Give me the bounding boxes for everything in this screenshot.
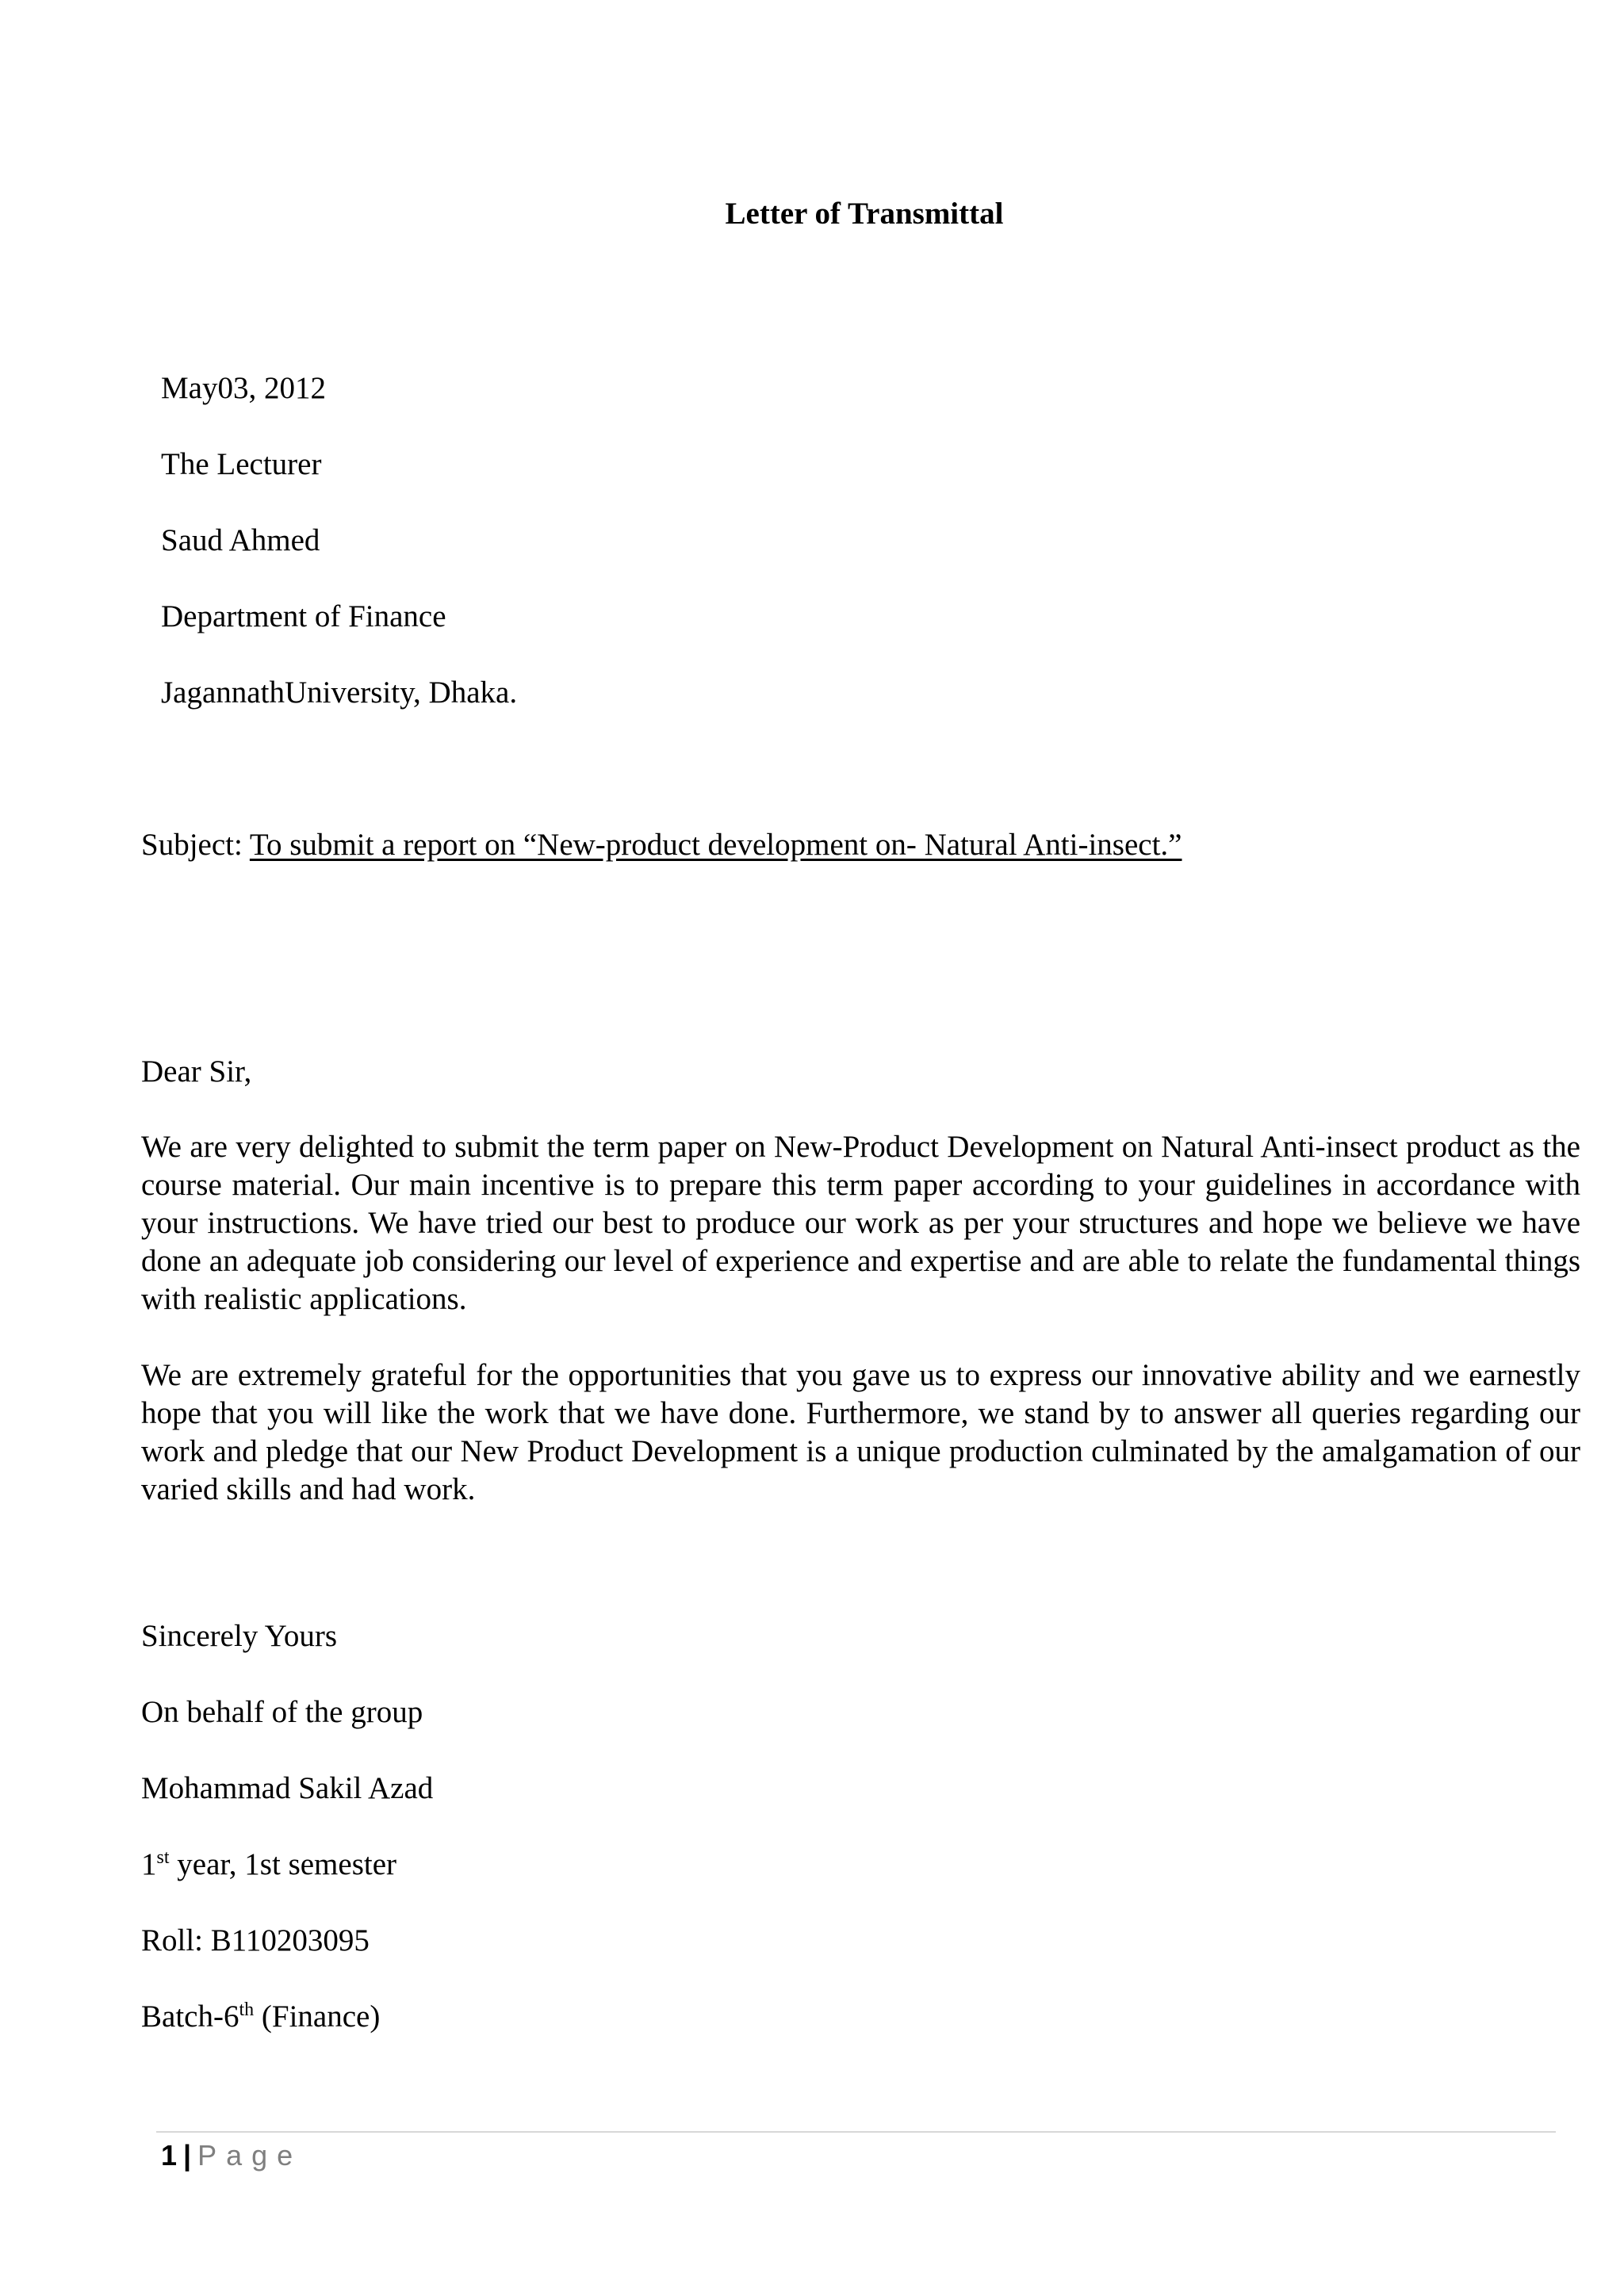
subject-text: To submit a report on “New-product development on- Natural Anti-insect.”	[249, 828, 1182, 862]
page-number: 1	[161, 2139, 178, 2172]
year-semester: year, 1st semester	[169, 1847, 397, 1881]
closing-valediction: Sincerely Yours	[141, 1619, 338, 1653]
page-word: Page	[197, 2139, 303, 2172]
signatory-batch	[141, 1996, 380, 2038]
batch-prefix: Batch-6	[141, 1999, 239, 2034]
footer-divider	[156, 2131, 1556, 2133]
signatory-roll: Roll: B110203095	[141, 1923, 370, 1957]
recipient-title: The Lecturer	[161, 447, 322, 481]
signatory-year	[141, 1844, 396, 1885]
recipient-department: Department of Finance	[161, 599, 446, 633]
subject-label: Subject:	[141, 828, 243, 862]
salutation: Dear Sir,	[141, 1054, 252, 1089]
body-paragraph-2: We are extremely grateful for the opportunities that you gave us to express our innovative ability and we earnestly hope that you will like the work that we have done. Furthermore, we stand by to answer all queries regarding our work and pledge that our New Product Development is a unique production culminated by the amalgamation of our varied skills and had work.	[141, 1358, 1580, 1506]
page-title: Letter of Transmittal	[725, 197, 1004, 231]
closing-group-note: On behalf of the group	[141, 1695, 423, 1729]
page-footer	[161, 2136, 302, 2175]
year-ordinal-suffix: st	[156, 1847, 170, 1868]
batch-department: (Finance)	[254, 1999, 381, 2034]
recipient-name: Saud Ahmed	[161, 523, 320, 557]
body-paragraph-1: We are very delighted to submit the term paper on New-Product Development on Natural Anti-insect product as the course material. Our main incentive is to prepare this term paper according to your guidelines in accordance with your instructions. We have tried our best to produce our work as per your structures and hope we believe we have done an adequate job considering our level of experience and expertise and are able to relate the fundamental things with realistic applications.	[141, 1130, 1580, 1316]
recipient-institution: JagannathUniversity, Dhaka.	[161, 675, 518, 710]
subject-line	[141, 825, 1182, 866]
letter-date: May03, 2012	[161, 371, 326, 405]
signatory-name: Mohammad Sakil Azad	[141, 1771, 434, 1805]
year-number: 1	[141, 1847, 157, 1881]
footer-separator: |	[183, 2139, 192, 2172]
batch-ordinal-suffix: th	[239, 1999, 255, 2020]
